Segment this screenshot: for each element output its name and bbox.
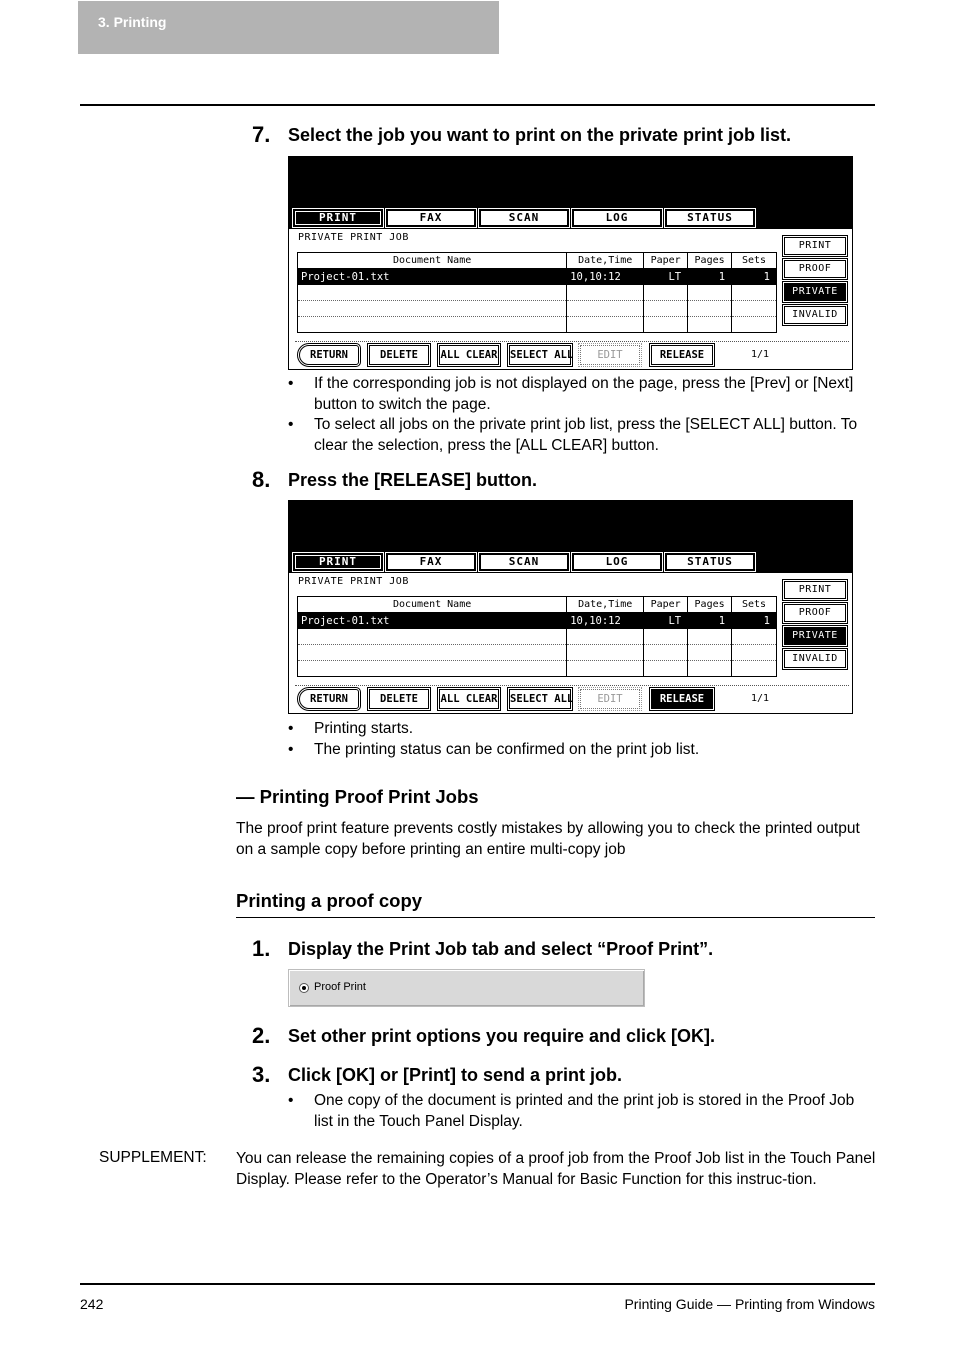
section-tab [78, 1, 499, 54]
step-number: 3. [252, 1062, 271, 1087]
col-date-time: Date,Time [567, 597, 644, 613]
all-clear-button[interactable]: ALL CLEAR [439, 345, 499, 365]
proof-print-label[interactable]: Proof Print [314, 981, 366, 993]
select-all-button[interactable]: SELECT ALL [509, 689, 571, 709]
step-number: 8. [252, 467, 271, 492]
cell-sets: 1 [732, 613, 777, 629]
tab-scan[interactable]: SCAN [479, 209, 569, 227]
proof-side-button[interactable]: PROOF [784, 604, 846, 622]
table-row[interactable] [298, 629, 777, 645]
step-number: 7. [252, 122, 271, 147]
panel-label: PRIVATE PRINT JOB [298, 232, 409, 243]
invalid-side-button[interactable]: INVALID [784, 650, 846, 668]
tab-fax[interactable]: FAX [386, 209, 476, 227]
col-pages: Pages [688, 253, 732, 269]
proof-side-button[interactable]: PROOF [784, 260, 846, 278]
cell-date: 10,10:12 [567, 269, 644, 285]
step-3-notes [288, 1091, 876, 1132]
private-side-button[interactable]: PRIVATE [784, 627, 846, 645]
cell-date: 10,10:12 [567, 613, 644, 629]
list-item: • If the corresponding job is not displayed on the page, press the [Prev] or [Next] button to switch the page. [288, 374, 876, 415]
footer-title: Printing Guide — Printing from Windows [624, 1296, 875, 1312]
page-indicator: 1/1 [751, 349, 770, 360]
cell-pages: 1 [688, 269, 732, 285]
divider [295, 341, 849, 342]
print-side-button[interactable]: PRINT [784, 581, 846, 599]
job-list [297, 252, 777, 333]
page-number: 242 [80, 1296, 104, 1312]
cell-document: Project-01.txt [298, 613, 567, 629]
page-indicator: 1/1 [751, 693, 770, 704]
job-list [297, 596, 777, 677]
list-item: • One copy of the document is printed and the print job is stored in the Proof Job list in the Touch Panel Display. [288, 1091, 876, 1132]
step-text: Select the job you want to print on the private print job list. [288, 125, 792, 145]
header-rule [80, 104, 875, 106]
return-button[interactable]: RETURN [299, 345, 359, 365]
release-button[interactable]: RELEASE [651, 689, 713, 709]
col-paper: Paper [644, 253, 688, 269]
cell-paper: LT [644, 613, 688, 629]
private-side-button[interactable]: PRIVATE [784, 283, 846, 301]
step-number: 2. [252, 1023, 271, 1048]
list-item: • The printing status can be confirmed on the print job list. [288, 740, 876, 761]
step-8-notes [288, 719, 876, 760]
release-button[interactable]: RELEASE [651, 345, 713, 365]
step-text: Click [OK] or [Print] to send a print job. [288, 1065, 623, 1085]
col-document-name: Document Name [298, 253, 567, 269]
tab-status[interactable]: STATUS [665, 553, 755, 571]
list-item: • Printing starts. [288, 719, 876, 740]
invalid-side-button[interactable]: INVALID [784, 306, 846, 324]
subheading-rule [236, 917, 875, 918]
tab-status[interactable]: STATUS [665, 209, 755, 227]
step-text: Display the Print Job tab and select “Proof Print”. [288, 939, 714, 959]
step-text: Press the [RELEASE] button. [288, 470, 538, 490]
return-button[interactable]: RETURN [299, 689, 359, 709]
proof-print-radio[interactable] [299, 983, 309, 993]
subheading: Printing a proof copy [236, 890, 423, 911]
delete-button[interactable]: DELETE [369, 689, 429, 709]
col-document-name: Document Name [298, 597, 567, 613]
col-paper: Paper [644, 597, 688, 613]
step-text: Set other print options you require and click [OK]. [288, 1026, 716, 1046]
all-clear-button[interactable]: ALL CLEAR [439, 689, 499, 709]
table-row[interactable] [298, 613, 777, 629]
private-print-panel-2 [288, 500, 853, 714]
col-sets: Sets [732, 597, 777, 613]
col-sets: Sets [732, 253, 777, 269]
edit-button[interactable]: EDIT [580, 345, 640, 365]
section-heading: — Printing Proof Print Jobs [236, 786, 479, 807]
table-row[interactable] [298, 285, 777, 301]
delete-button[interactable]: DELETE [369, 345, 429, 365]
table-row[interactable] [298, 645, 777, 661]
proof-print-option [288, 969, 645, 1007]
tab-scan[interactable]: SCAN [479, 553, 569, 571]
tab-log[interactable]: LOG [572, 209, 662, 227]
supplement-label: SUPPLEMENT: [99, 1149, 207, 1166]
footer-rule [80, 1283, 875, 1285]
private-print-panel-1 [288, 156, 853, 370]
section-label: 3. Printing [98, 14, 167, 30]
table-row[interactable] [298, 317, 777, 333]
supplement-text: You can release the remaining copies of a proof job from the Proof Job list in the Touch Panel Display. Please refer to the Operator’s Manual for Basic Function for this instruc-tion. [236, 1150, 876, 1188]
step-7-notes [288, 374, 876, 456]
select-all-button[interactable]: SELECT ALL [509, 345, 571, 365]
section-intro: The proof print feature prevents costly mistakes by allowing you to check the printed output on a sample copy before printing an entire multi-copy job [236, 820, 860, 858]
divider [295, 685, 849, 686]
table-row[interactable] [298, 661, 777, 677]
cell-paper: LT [644, 269, 688, 285]
panel-label: PRIVATE PRINT JOB [298, 576, 409, 587]
table-row[interactable] [298, 269, 777, 285]
list-item: • To select all jobs on the private print job list, press the [SELECT ALL] button. To clear the selection, press the [ALL CLEAR] button. [288, 415, 876, 456]
cell-sets: 1 [732, 269, 777, 285]
step-number: 1. [252, 936, 271, 961]
print-side-button[interactable]: PRINT [784, 237, 846, 255]
col-pages: Pages [688, 597, 732, 613]
cell-document: Project-01.txt [298, 269, 567, 285]
tab-log[interactable]: LOG [572, 553, 662, 571]
tab-print[interactable]: PRINT [293, 209, 383, 227]
table-row[interactable] [298, 301, 777, 317]
cell-pages: 1 [688, 613, 732, 629]
tab-print[interactable]: PRINT [293, 553, 383, 571]
col-date-time: Date,Time [567, 253, 644, 269]
edit-button[interactable]: EDIT [580, 689, 640, 709]
tab-fax[interactable]: FAX [386, 553, 476, 571]
